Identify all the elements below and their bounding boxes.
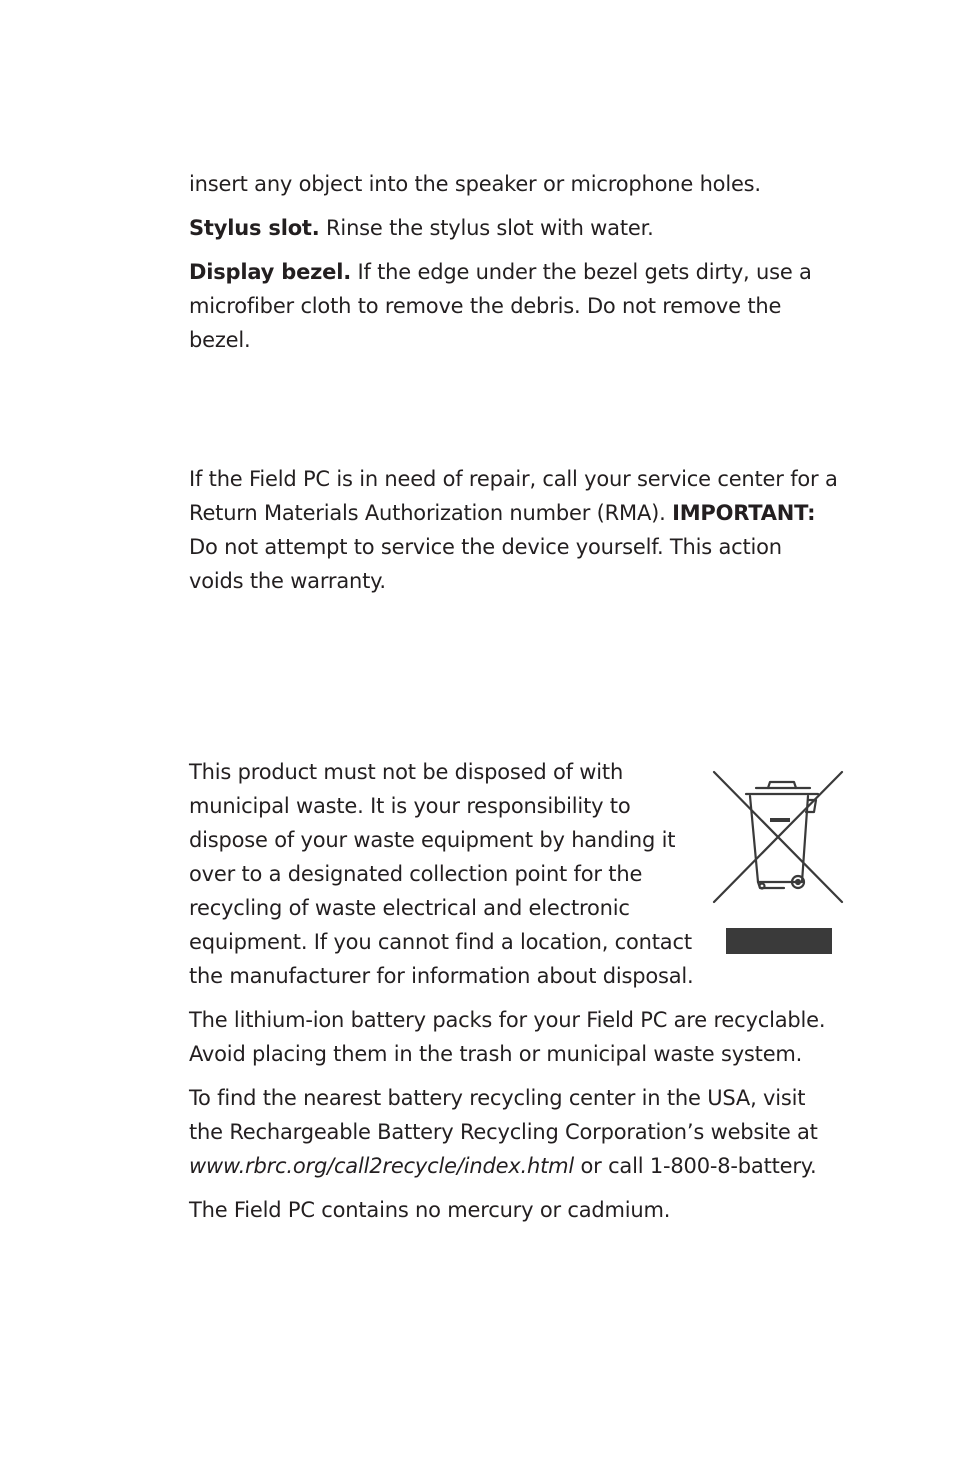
mercury-line: The Field PC contains no mercury or cadmium. [189,1198,671,1222]
stylus-text: Rinse the stylus slot with water. [319,216,654,240]
stylus-paragraph [189,211,812,245]
bezel-line-3: bezel. [189,328,251,352]
disposal-line: recycling of waste electrical and electronic [189,896,630,920]
bezel-label: Display bezel. [189,260,352,284]
care-section [189,167,812,357]
stylus-label: Stylus slot. [189,216,320,240]
battery-paragraph [189,1003,825,1071]
disposal-line: the manufacturer for information about disposal. [189,964,694,988]
bezel-paragraph [189,255,812,357]
recycle-line-2: the Rechargeable Battery Recycling Corporation’s website at [189,1120,818,1144]
crossed-out-wheelie-bin-icon [710,766,848,958]
disposal-line: This product must not be disposed of with [189,760,624,784]
disposal-line: over to a designated collection point for the [189,862,643,886]
repair-line-2: Return Materials Authorization number (RMA). IMPORTANT: [189,501,816,525]
repair-line-4: voids the warranty. [189,569,386,593]
recycle-paragraph [189,1081,825,1183]
care-continuation: insert any object into the speaker or microphone holes. [189,172,761,196]
important-label: IMPORTANT: [672,501,816,525]
repair-line-1: If the Field PC is in need of repair, call your service center for a [189,467,838,491]
disposal-line: dispose of your waste equipment by handing it [189,828,676,852]
bezel-line-2: microfiber cloth to remove the debris. Do not remove the [189,294,782,318]
battery-line-1: The lithium-ion battery packs for your Field PC are recyclable. [189,1008,826,1032]
disposal-line: municipal waste. It is your responsibility to [189,794,631,818]
repair-section [189,462,838,598]
repair-line-3: Do not attempt to service the device yourself. This action [189,535,782,559]
recycle-line-3: www.rbrc.org/call2recycle/index.html or call 1-800-8-battery. [189,1154,817,1178]
recycle-url-link[interactable]: www.rbrc.org/call2recycle/index.html [189,1154,575,1178]
recycle-line-1: To find the nearest battery recycling center in the USA, visit [189,1086,806,1110]
disposal-line: equipment. If you cannot find a location, contact [189,930,692,954]
battery-line-2: Avoid placing them in the trash or municipal waste system. [189,1042,803,1066]
bezel-line-1: If the edge under the bezel gets dirty, use a [351,260,812,284]
